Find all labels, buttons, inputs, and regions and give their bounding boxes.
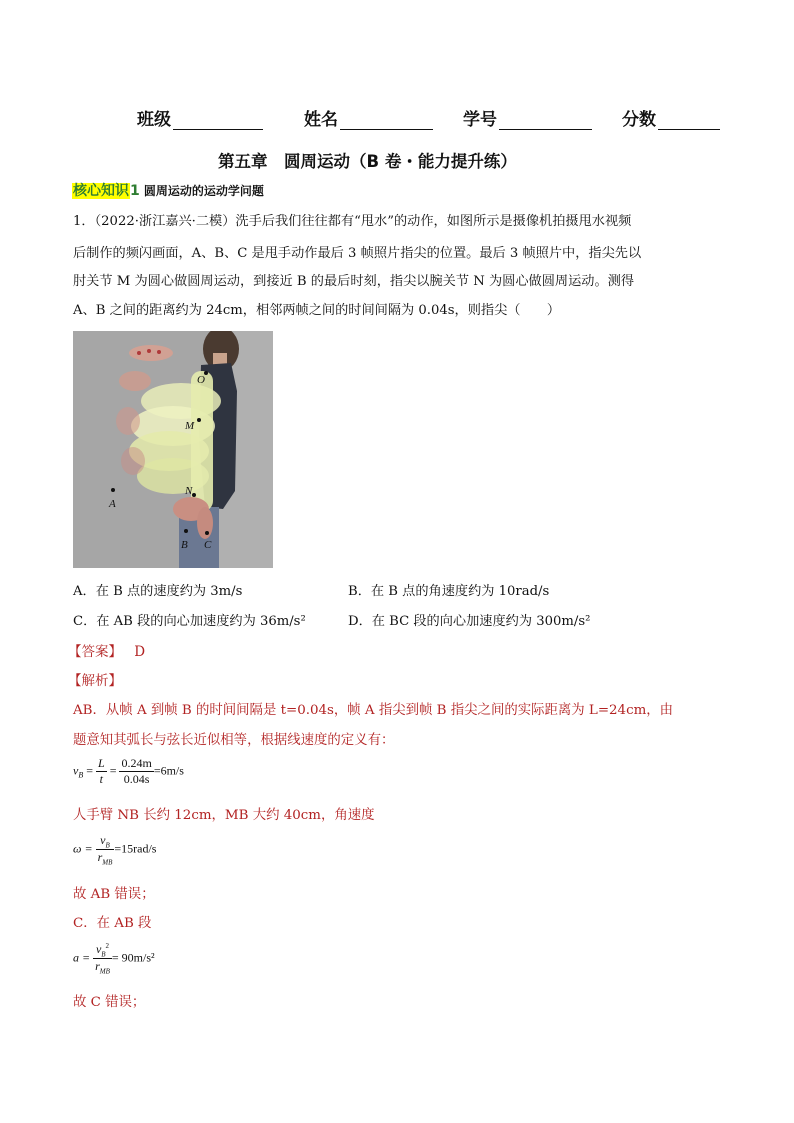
- score-field: [622, 105, 720, 130]
- section-number: 1: [130, 183, 140, 199]
- label-O: O: [197, 374, 205, 386]
- label-B: B: [181, 539, 188, 551]
- label-M: M: [185, 420, 195, 432]
- question-line-2: 后制作的频闪画面，A、B、C 是甩手动作最后 3 帧照片指尖的位置。最后 3 帧照片中，指尖先以: [73, 246, 642, 261]
- analysis-p3: 故 AB 错误；: [73, 887, 155, 902]
- option-d[interactable]: D．在 BC 段的向心加速度约为 300m/s²: [348, 614, 591, 629]
- answer-line: [68, 640, 145, 660]
- class-field: [137, 105, 263, 130]
- answer-value: D: [134, 644, 146, 660]
- student-id-label: 学号: [463, 110, 497, 130]
- analysis-p5: 故 C 错误；: [73, 995, 146, 1010]
- name-blank[interactable]: [340, 113, 433, 130]
- analysis-p4: C．在 AB 段: [73, 916, 152, 931]
- analysis-label: 【解析】: [68, 673, 122, 689]
- option-a[interactable]: A．在 B 点的速度约为 3m/s: [73, 584, 243, 599]
- analysis-p2: 人手臂 NB 长约 12cm，MB 大约 40cm，角速度: [73, 808, 375, 823]
- class-blank[interactable]: [173, 113, 263, 130]
- question-line-3: 肘关节 M 为圆心做圆周运动，到接近 B 的最后时刻，指尖以腕关节 N 为圆心做圆周运动。测得: [73, 274, 635, 289]
- label-C: C: [204, 539, 212, 551]
- stroboscopic-photo: [73, 331, 273, 568]
- label-N: N: [185, 485, 193, 497]
- name-field: [304, 105, 433, 130]
- section-badge: 核心知识: [73, 183, 129, 199]
- answer-label: 【答案】: [68, 644, 122, 660]
- score-label: 分数: [622, 110, 656, 130]
- class-label: 班级: [137, 110, 171, 130]
- student-id-blank[interactable]: [499, 113, 592, 130]
- page-title: 第五章 圆周运动（B 卷・能力提升练）: [218, 152, 517, 171]
- name-label: 姓名: [304, 110, 338, 130]
- formula-angular-velocity: ω = $\frac{v_B}{r_{MB}}$ =15rad/s: [73, 833, 157, 867]
- option-b[interactable]: B．在 B 点的角速度约为 10rad/s: [348, 584, 550, 599]
- question-line-1: 1．（2022·浙江嘉兴·二模）洗手后我们往往都有“甩水”的动作，如图所示是摄像机拍摄甩水视频: [73, 214, 632, 229]
- photo-illustration: [73, 331, 273, 568]
- analysis-p1b: 题意知其弧长与弦长近似相等，根据线速度的定义有：: [73, 733, 395, 748]
- section-label: 圆周运动的运动学问题: [143, 184, 264, 198]
- question-line-4: A、B 之间的距离约为 24cm，相邻两帧之间的时间间隔为 0.04s，则指尖（ ）: [73, 303, 561, 318]
- label-A: A: [109, 498, 116, 510]
- formula-velocity: $v_B$ = $\frac{L}{t}$ = $\frac{0.24m}{0.04s}$ =6m/s: [73, 756, 184, 786]
- score-blank[interactable]: [658, 113, 720, 130]
- formula-centripetal-acceleration: a = $\frac{v_B^2}{r_{MB}}$ = 90m/s²: [73, 942, 155, 976]
- student-id-field: [463, 105, 592, 130]
- analysis-p1a: AB．从帧 A 到帧 B 的时间间隔是 t=0.04s，帧 A 指尖到帧 B 指尖之间的实际距离为 L=24cm，由: [73, 703, 674, 718]
- section-heading: [72, 180, 264, 200]
- option-c[interactable]: C．在 AB 段的向心加速度约为 36m/s²: [73, 614, 306, 629]
